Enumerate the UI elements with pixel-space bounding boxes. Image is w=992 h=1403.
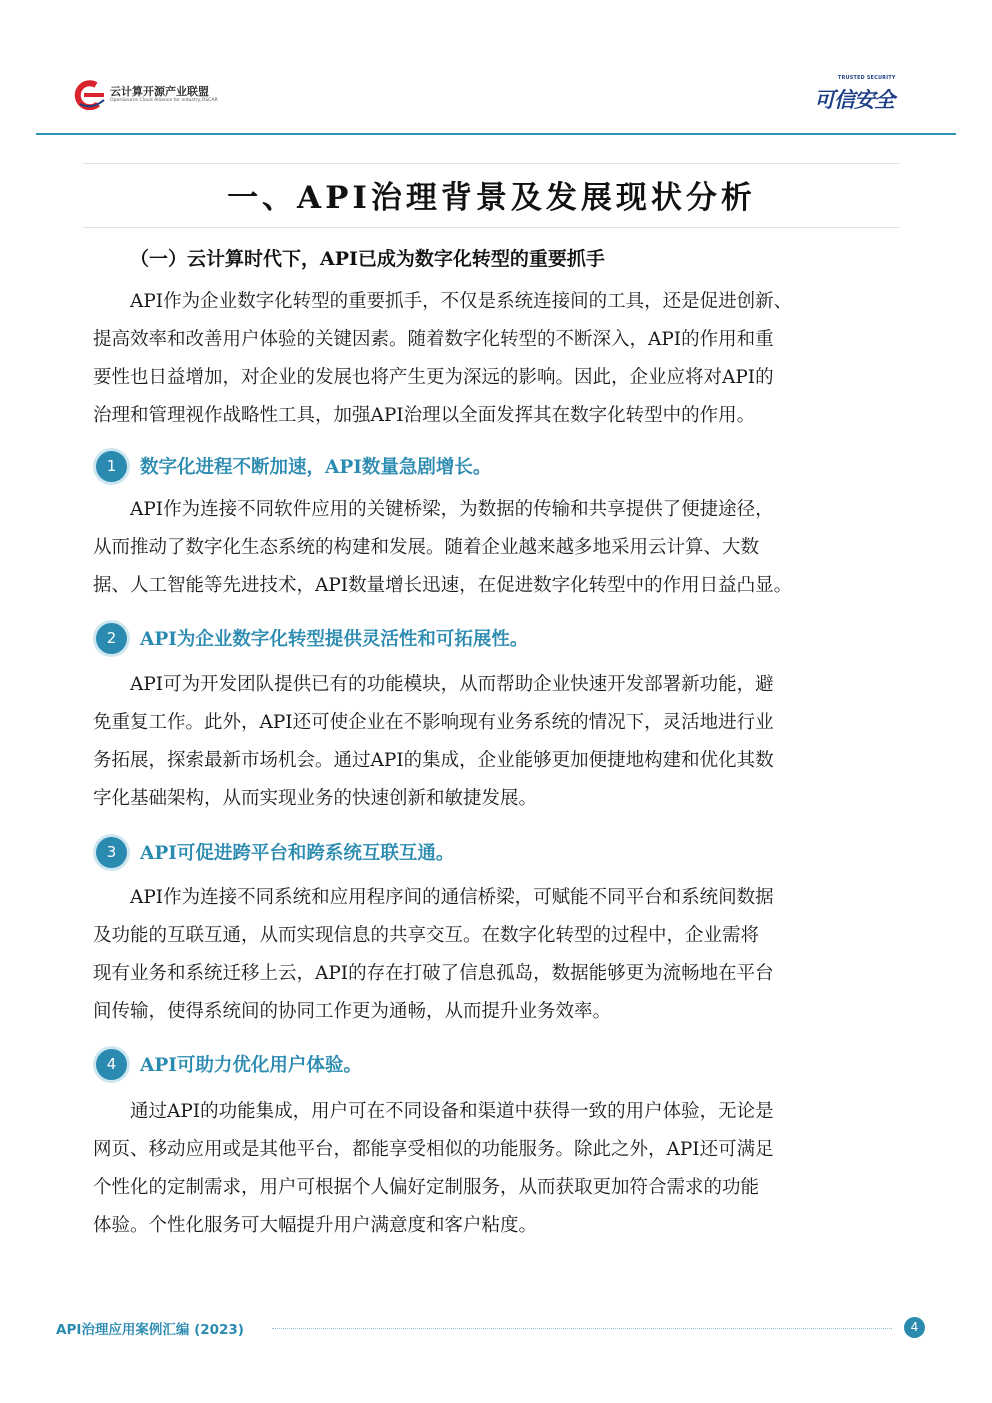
text-line: API可为开发团队提供已有的功能模块，从而帮助企业快速开发部署新功能，避 (130, 674, 774, 695)
point-paragraph-2 (93, 666, 893, 818)
point-number-badge: 3 (96, 837, 127, 868)
footer-dotted-line (272, 1328, 892, 1329)
intro-paragraph (93, 283, 893, 435)
text-line: 现有业务和系统迁移上云，API的存在打破了信息孤岛，数据能够更为流畅地在平台 (93, 963, 774, 984)
page-title: 一、API治理背景及发展现状分析 (227, 180, 756, 216)
text-line: API作为连接不同系统和应用程序间的通信桥梁，可赋能不同平台和系统间数据 (130, 887, 774, 908)
text-line: 字化基础架构，从而实现业务的快速创新和敏捷发展。 (93, 788, 538, 809)
header-divider (36, 133, 956, 135)
title-rule-bottom (83, 227, 900, 228)
text-line: 要性也日益增加，对企业的发展也将产生更为深远的影响。因此，企业应将对API的 (93, 367, 774, 388)
text-line: 个性化的定制需求，用户可根据个人偏好定制服务，从而获取更加符合需求的功能 (93, 1177, 760, 1198)
oscar-logo-cn: 云计算开源产业联盟 (110, 85, 209, 98)
text-line: 提高效率和改善用户体验的关键因素。随着数字化转型的不断深入，API的作用和重 (93, 329, 774, 350)
text-line: 从而推动了数字化生态系统的构建和发展。随着企业越来越多地采用云计算、大数 (93, 537, 760, 558)
text-line: 及功能的互联互通，从而实现信息的共享交互。在数字化转型的过程中，企业需将 (93, 925, 760, 946)
text-line: 体验。个性化服务可大幅提升用户满意度和客户粘度。 (93, 1215, 538, 1236)
text-line: API作为企业数字化转型的重要抓手，不仅是系统连接间的工具，还是促进创新、 (130, 291, 793, 312)
oscar-logo (74, 80, 254, 112)
trusted-security-main: 可信安全 (814, 88, 894, 112)
text-line: 通过API的功能集成，用户可在不同设备和渠道中获得一致的用户体验，无论是 (130, 1101, 774, 1122)
oscar-logo-icon (74, 80, 108, 110)
point-title: 数字化进程不断加速，API数量急剧增长。 (140, 457, 492, 478)
text-line: 务拓展，探索最新市场机会。通过API的集成，企业能够更加便捷地构建和优化其数 (93, 750, 774, 771)
footer-title: API治理应用案例汇编 (2023) (56, 1322, 244, 1338)
section-subtitle: （一）云计算时代下，API已成为数字化转型的重要抓手 (130, 248, 605, 270)
trusted-security-logo (806, 76, 918, 112)
oscar-logo-en: OpenSource Cloud Alliance for industry,OSCAR (110, 98, 218, 103)
title-rule-top (83, 163, 900, 164)
point-paragraph-4 (93, 1093, 893, 1245)
text-line: 网页、移动应用或是其他平台，都能享受相似的功能服务。除此之外，API还可满足 (93, 1139, 774, 1160)
point-number-badge: 4 (96, 1049, 127, 1080)
point-title: API可助力优化用户体验。 (140, 1055, 362, 1076)
point-title: API为企业数字化转型提供灵活性和可拓展性。 (140, 629, 529, 650)
text-line: 免重复工作。此外，API还可使企业在不影响现有业务系统的情况下，灵活地进行业 (93, 712, 774, 733)
text-line: 据、人工智能等先进技术，API数量增长迅速，在促进数字化转型中的作用日益凸显。 (93, 575, 793, 596)
trusted-security-sub: TRUSTED SECURITY (838, 76, 896, 81)
page-header (0, 0, 992, 140)
text-line: 间传输，使得系统间的协同工作更为通畅，从而提升业务效率。 (93, 1001, 612, 1022)
page-number: 4 (904, 1317, 925, 1338)
text-line: API作为连接不同软件应用的关键桥梁，为数据的传输和共享提供了便捷途径， (130, 499, 774, 520)
point-number-badge: 2 (96, 623, 127, 654)
point-number-badge: 1 (96, 451, 127, 482)
text-line: 治理和管理视作战略性工具，加强API治理以全面发挥其在数字化转型中的作用。 (93, 405, 756, 426)
point-paragraph-3 (93, 879, 893, 1031)
point-title: API可促进跨平台和跨系统互联互通。 (140, 843, 455, 864)
point-paragraph-1 (93, 491, 893, 605)
